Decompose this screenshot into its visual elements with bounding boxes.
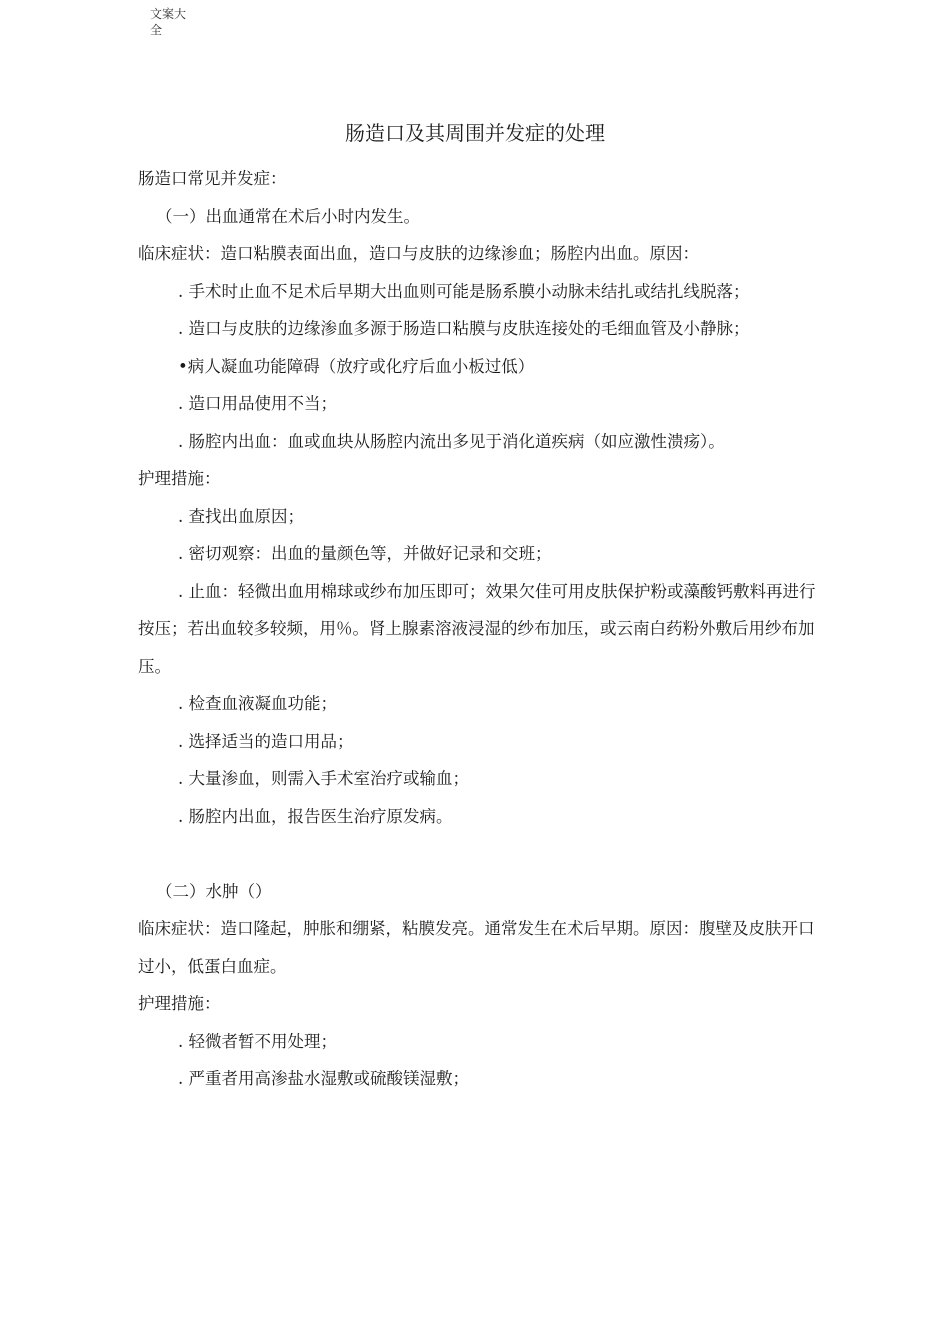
header-line-1: 文案大 [150, 7, 187, 21]
measure-item: . 止血：轻微出血用棉球或纱布加压即可；效果欠佳可用皮肤保护粉或藻酸钙敷料再进行按压；若出血较多较频，用％。肾上腺素溶液浸湿的纱布加压，或云南白药粉外敷后用纱布加压。 [138, 581, 816, 676]
measure-item: . 密切观察：出血的量颜色等，并做好记录和交班； [178, 544, 552, 563]
cause-item: . 造口用品使用不当； [178, 394, 337, 413]
cause-item: . 造口与皮肤的边缘渗血多源于肠造口粘膜与皮肤连接处的毛细血管及小静脉； [178, 319, 750, 338]
measure-item: . 选择适当的造口用品； [178, 731, 354, 751]
page-header [150, 6, 194, 38]
clinical-symptoms: 临床症状：造口隆起，肿胀和绷紧，粘膜发亮。通常发生在术后早期。原因：腹壁及皮肤开口过小，低蛋白血症。 [138, 919, 815, 976]
nursing-measures-heading: 护理措施： [138, 469, 221, 488]
measure-item: . 查找出血原因； [178, 506, 304, 526]
document-title: 肠造口及其周围并发症的处理 [345, 121, 605, 145]
cause-item: •病人凝血功能障碍（放疗或化疗后血小板过低） [178, 356, 535, 376]
intro-line: 肠造口常见并发症： [138, 169, 287, 188]
cause-item: . 手术时止血不足术后早期大出血则可能是肠系膜小动脉未结扎或结扎线脱落； [178, 281, 750, 301]
section-spacer [138, 835, 818, 873]
document-body [138, 160, 818, 1098]
section-heading-edema: （二）水肿（） [156, 881, 272, 901]
measure-item: . 大量渗血，则需入手术室治疗或输血； [178, 769, 469, 788]
clinical-symptoms: 临床症状：造口粘膜表面出血，造口与皮肤的边缘渗血；肠腔内出血。原因： [138, 244, 699, 263]
section-heading-bleeding: （一）出血通常在术后小时内发生。 [156, 206, 420, 226]
cause-item: . 肠腔内出血：血或血块从肠腔内流出多见于消化道疾病（如应激性溃疡）。 [178, 431, 725, 451]
measure-item: . 肠腔内出血，报告医生治疗原发病。 [178, 806, 453, 826]
measure-item: . 严重者用高渗盐水湿敷或硫酸镁湿敷； [178, 1069, 469, 1088]
measure-item: . 轻微者暂不用处理； [178, 1031, 337, 1051]
header-line-2: 全 [150, 23, 163, 37]
measure-item: . 检查血液凝血功能； [178, 694, 337, 713]
nursing-measures-heading: 护理措施： [138, 994, 221, 1013]
